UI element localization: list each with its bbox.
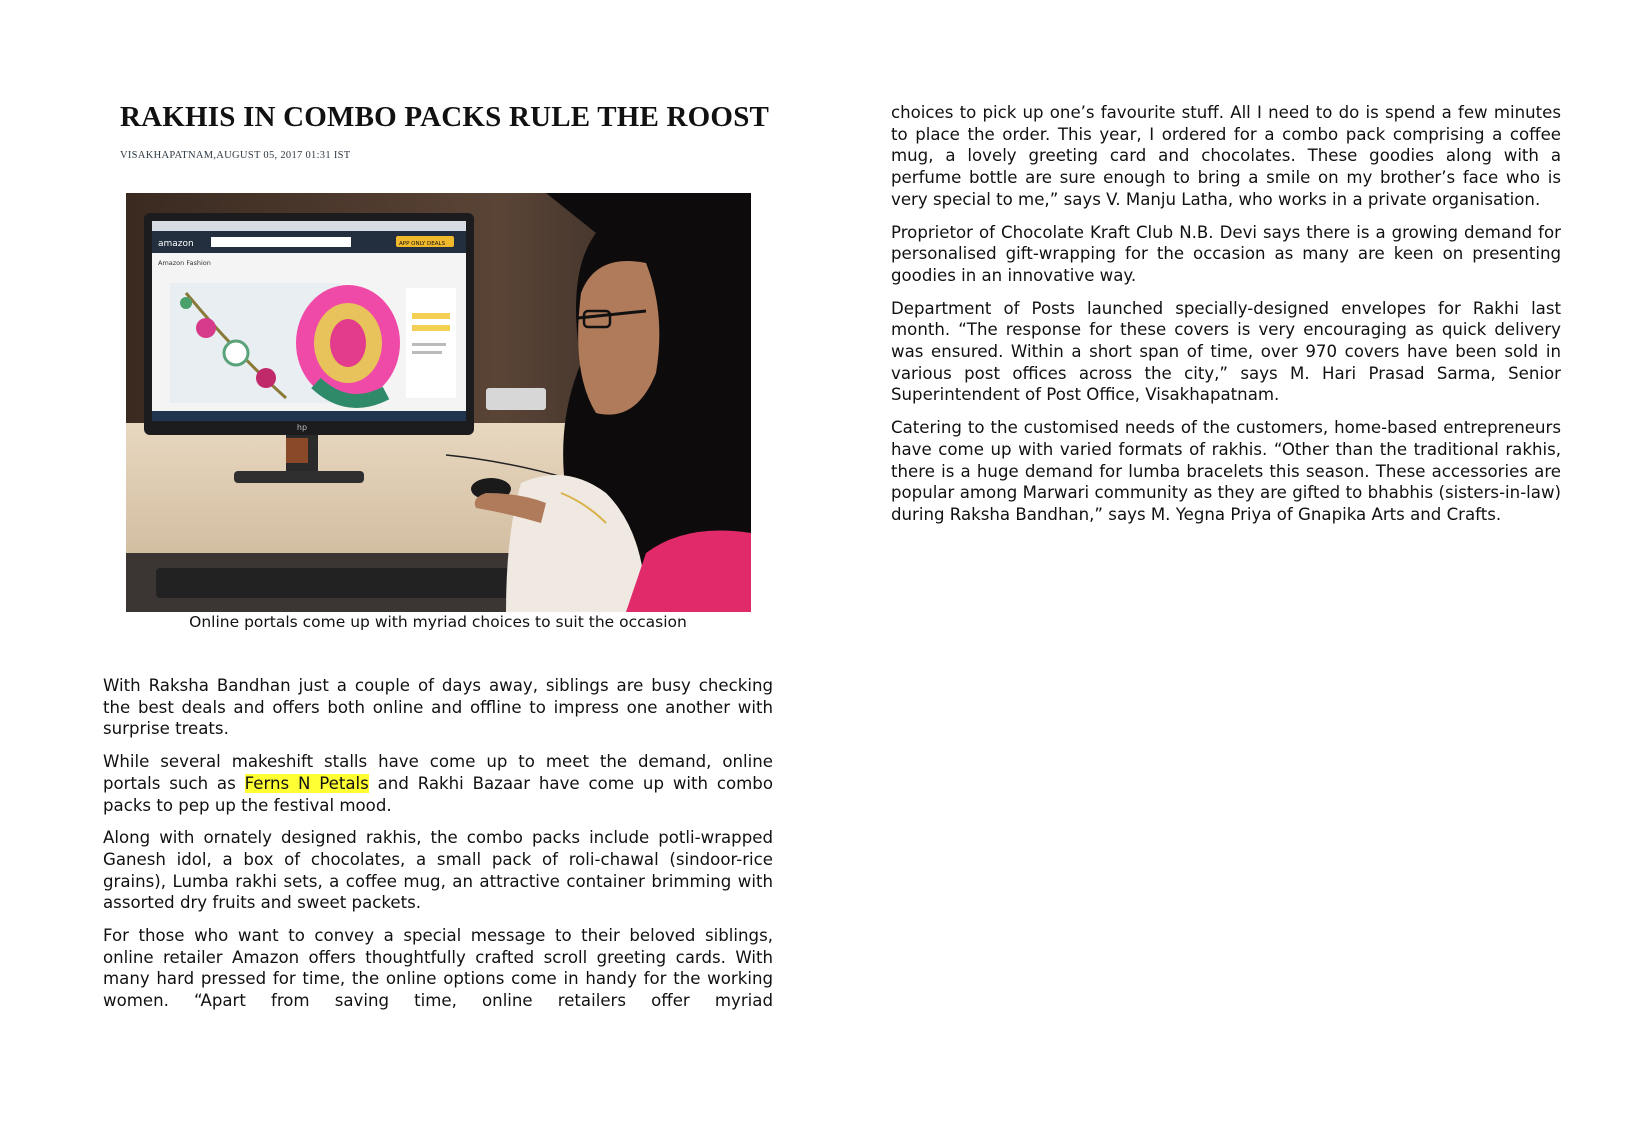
paragraph: choices to pick up one’s favourite stuff. All I need to do is spend a few minutes to place the order. This year, I ordered for a combo pack comprising a coffee mug, a lovely greeting card and chocolates. These goodies along with a perfume bottle are sure enough to bring a smile on my brother’s face who is very special to me,” says V. Manju Latha, who works in a private organisation. [891,103,1561,209]
screen-logo: amazon [158,239,194,249]
screen-section: Amazon Fashion [158,259,211,267]
article-photo [126,193,751,612]
paragraph: For those who want to convey a special message to their beloved siblings, online retailer Amazon offers thoughtfully crafted scroll greeting cards. With many hard pressed for time, the online options come in handy for the working women. “Apart from saving time, online retailers offer myriad [103,926,773,1011]
paragraph: Proprietor of Chocolate Kraft Club N.B. Devi says there is a growing demand for personalised gift-wrapping for the occasion as many are keen on presenting goodies in an innovative way. [891,222,1561,285]
monitor-brand: hp [296,423,308,432]
paragraph: With Raksha Bandhan just a couple of days away, siblings are busy checking the best deals and offers both online and offline to impress one another with surprise treats. [103,676,773,739]
paragraph: Along with ornately designed rakhis, the combo packs include potli-wrapped Ganesh idol, a box of chocolates, a small pack of roli-chawal (sindoor-rice grains), Lumba rakhi sets, a coffee mug, an attractive container brimming with assorted dry fruits and sweet packets. [103,828,773,913]
dateline: VISAKHAPATNAM,AUGUST 05, 2017 01:31 IST [120,150,351,161]
screen-deal-label: APP ONLY DEALS [399,241,446,247]
photo-caption: Online portals come up with myriad choices to suit the occasion [189,613,687,631]
article-body-right [891,102,1561,537]
highlighted-link-text: Ferns N Petals [244,773,369,793]
headline: RAKHIS IN COMBO PACKS RULE THE ROOST [120,101,770,133]
paragraph: Department of Posts launched specially-designed envelopes for Rakhi last month. “The response for these covers is very encouraging as quick delivery was ensured. Within a short span of time, over 970 covers have been sold in various post offices across the city,” says M. Hari Prasad Sarma, Senior Superintendent of Post Office, Visakhapatnam. [891,298,1561,405]
paragraph-text: and Rakhi Bazaar have come up with combo packs to pep up the festival mood. [103,773,773,815]
photo-woman-shopping-online-icon [126,193,751,612]
paragraph [103,751,773,816]
article-body-left [103,675,773,1023]
paragraph: Catering to the customised needs of the customers, home-based entrepreneurs have come up with varied formats of rakhis. “Other than the traditional rakhis, there is a huge demand for lumba bracelets this season. These accessories are popular among Marwari community as they are gifted to bhabhis (sisters-in-law) during Raksha Bandhan,” says M. Yegna Priya of Gnapika Arts and Crafts. [891,418,1561,524]
paragraph-text: While several makeshift stalls have come up to meet the demand, online portals such as [103,752,773,793]
